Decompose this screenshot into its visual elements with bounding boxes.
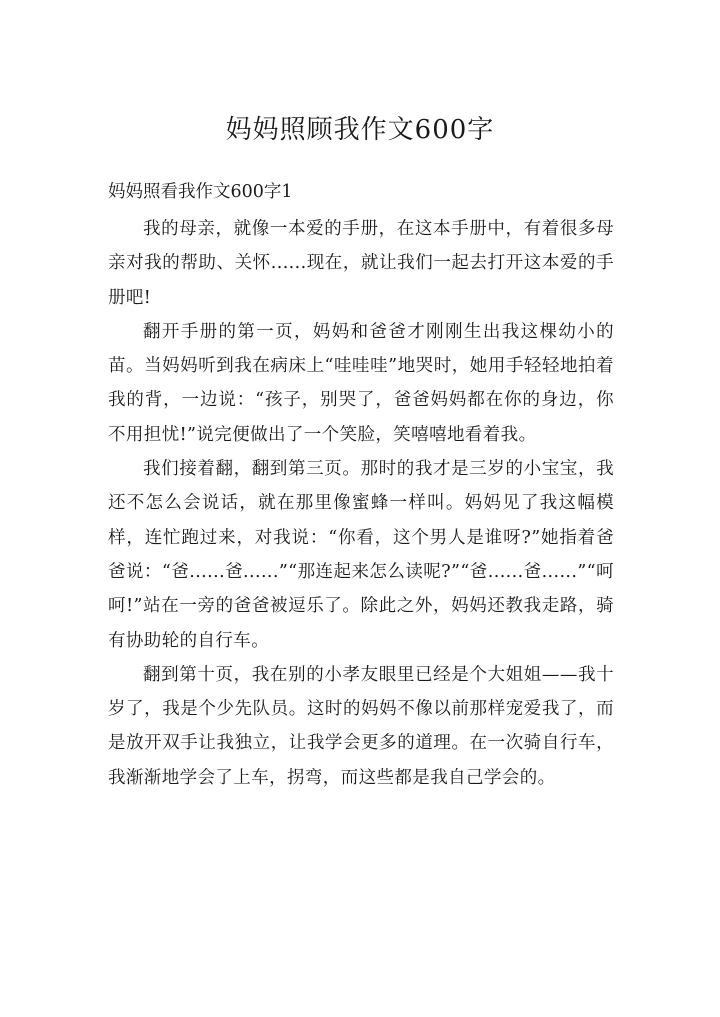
- paragraph-2: 翻开手册的第一页，妈妈和爸爸才刚刚生出我这棵幼小的苗。当妈妈听到我在病床上“哇哇哇”地哭时，她用手轻轻地拍着我的背，一边说：“孩子，别哭了，爸爸妈妈都在你的身边，你不用担忧!”说完便做出了一个笑脸，笑嘻嘻地看着我。: [108, 321, 614, 445]
- paragraph-3: 我们接着翻，翻到第三页。那时的我才是三岁的小宝宝，我还不怎么会说话，就在那里像蜜蜂一样叫。妈妈见了我这幅模样，连忙跑过来，对我说：“你看，这个男人是谁呀?”她指着爸爸说：“爸......爸......”“那连起来怎么读呢?”“爸......爸......”“呵呵!”站在一旁的爸爸被逗乐了。除此之外，妈妈还教我走路，骑有协助轮的自行车。: [108, 459, 614, 651]
- paragraph-1: 我的母亲，就像一本爱的手册，在这本手册中，有着很多母亲对我的帮助、关怀......现在，就让我们一起去打开这本爱的手册吧!: [108, 219, 614, 308]
- document-title: 妈妈照顾我作文600字: [225, 115, 495, 145]
- article-body: [108, 172, 614, 795]
- article-subtitle: 妈妈照看我作文600字1: [108, 182, 293, 202]
- paragraph-4: 翻到第十页，我在别的小孝友眼里已经是个大姐姐——我十岁了，我是个少先队员。这时的妈妈不像以前那样宠爱我了，而是放开双手让我独立，让我学会更多的道理。在一次骑自行车，我渐渐地学会了上车，拐弯，而这些都是我自己学会的。: [108, 664, 614, 788]
